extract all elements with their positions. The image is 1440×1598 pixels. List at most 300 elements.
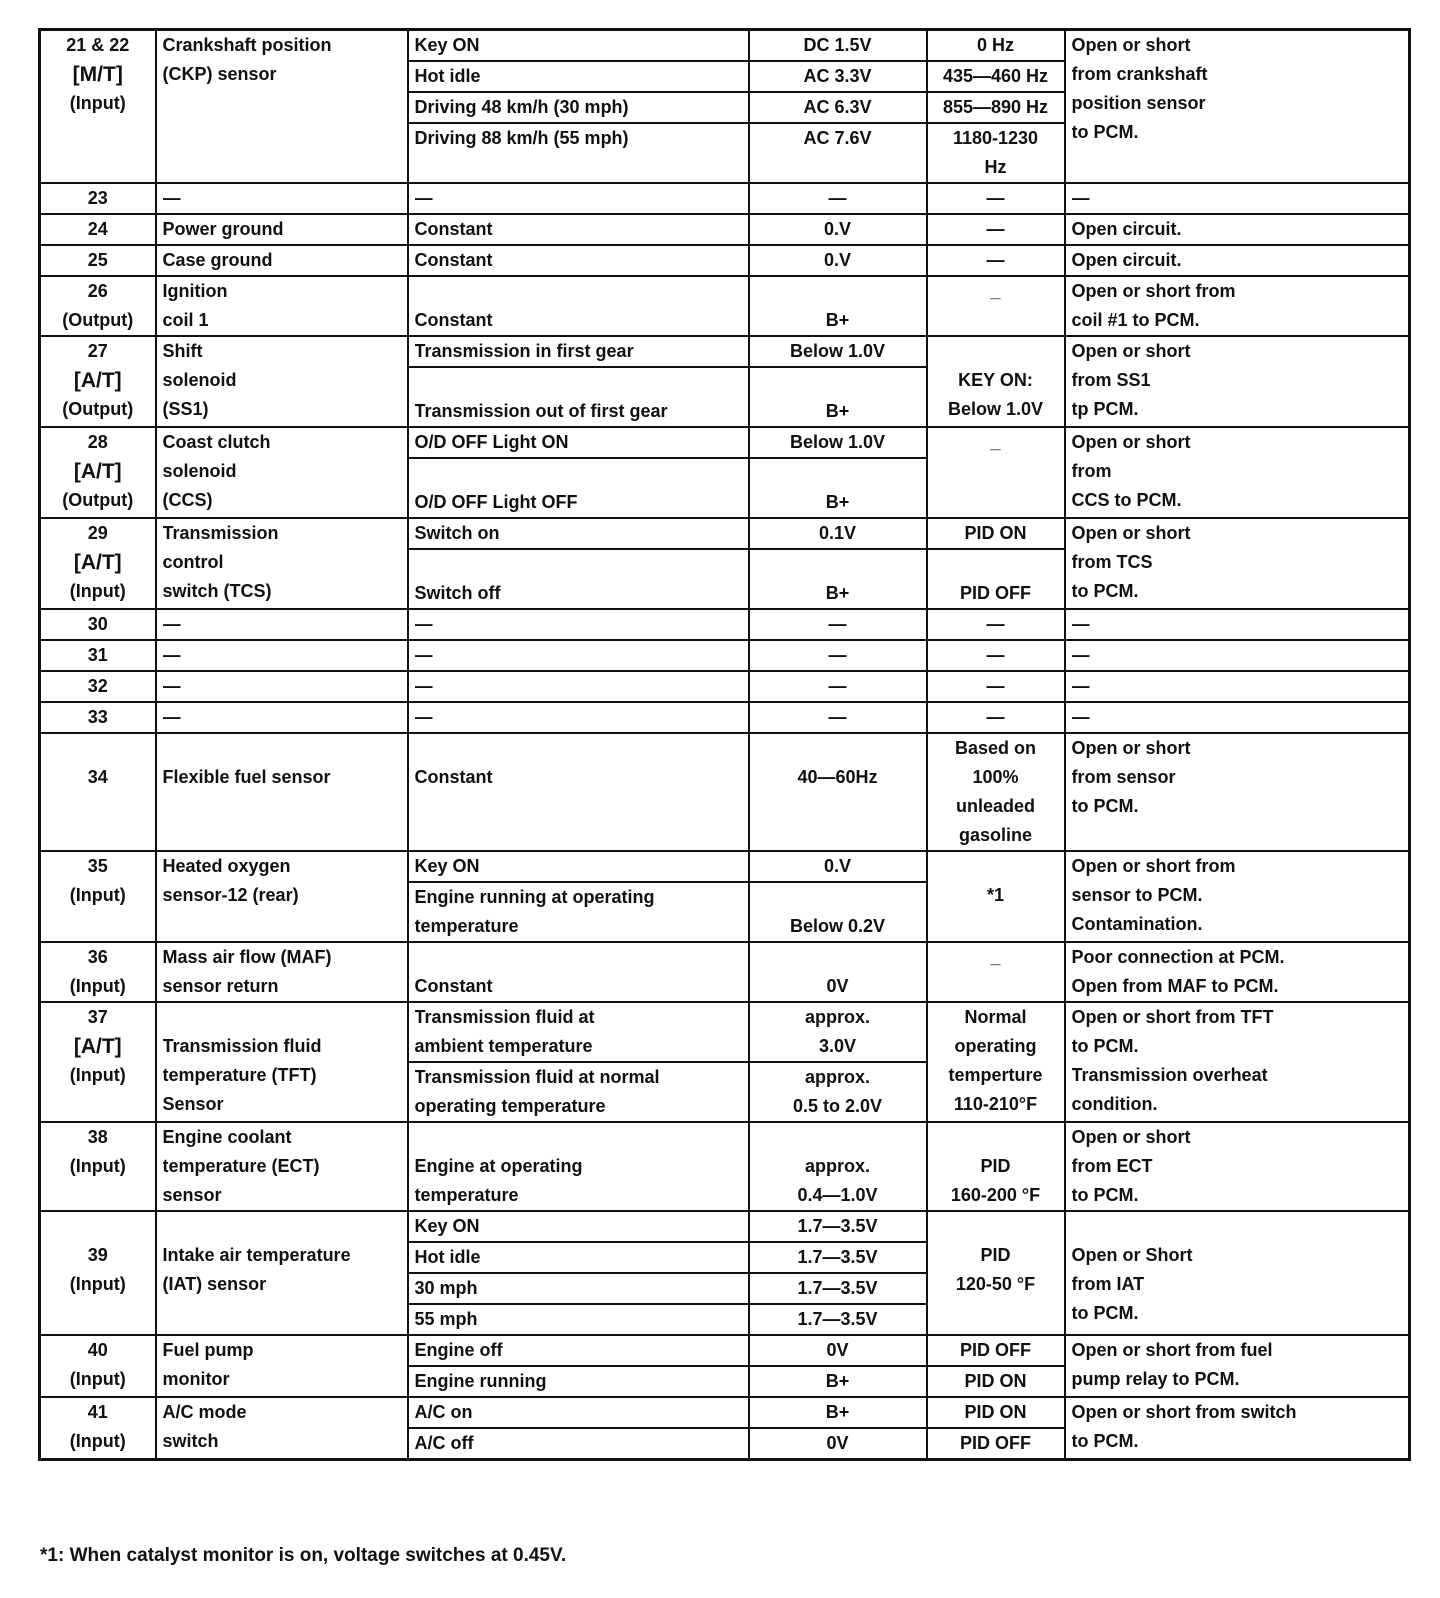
signal-cell	[749, 458, 927, 518]
pin-number-cell-line: 41	[87, 1402, 108, 1422]
pin-number-cell-line: (Input)	[69, 1156, 126, 1176]
frequency-cell-line: —	[986, 250, 1005, 270]
signal-cell	[749, 1273, 927, 1304]
signal-cell-line: 0.4—1.0V	[797, 1185, 878, 1205]
signal-cell	[749, 123, 927, 183]
circuit-cell-line: Sensor	[162, 1094, 224, 1114]
possible-cause-cell-line: Open or short from TFT	[1071, 1007, 1274, 1027]
signal-cell	[749, 640, 927, 671]
condition-cell	[408, 609, 749, 640]
circuit-cell	[156, 851, 408, 942]
possible-cause-cell	[1065, 427, 1410, 518]
possible-cause-cell	[1065, 276, 1410, 336]
frequency-cell	[927, 1335, 1065, 1366]
signal-cell-line: 0V	[826, 1340, 849, 1360]
circuit-cell-line: —	[162, 614, 181, 634]
circuit-cell-line: (IAT) sensor	[162, 1274, 267, 1294]
signal-cell	[749, 1122, 927, 1211]
possible-cause-cell-line: CCS to PCM.	[1071, 490, 1182, 510]
signal-cell-line: Below 1.0V	[789, 341, 886, 361]
frequency-cell-line: PID ON	[964, 1371, 1027, 1391]
signal-cell-line: 1.7—3.5V	[797, 1247, 878, 1267]
signal-cell-line: B+	[825, 492, 850, 512]
circuit-cell-line: Mass air flow (MAF)	[162, 947, 332, 967]
frequency-cell-line: —	[986, 614, 1005, 634]
condition-cell-line: —	[414, 614, 433, 634]
signal-cell-line: B+	[825, 401, 850, 421]
circuit-cell-line: Power ground	[162, 219, 284, 239]
circuit-cell-line: coil 1	[162, 310, 209, 330]
pin-number-cell	[40, 702, 156, 733]
circuit-cell	[156, 609, 408, 640]
signal-cell-line	[756, 883, 920, 912]
frequency-cell-line: 855—890 Hz	[942, 97, 1049, 117]
signal-cell	[749, 1397, 927, 1428]
possible-cause-cell-line: —	[1071, 188, 1090, 208]
pin-number-cell-line: 24	[87, 219, 108, 239]
frequency-cell-line: 160-200 °F	[950, 1185, 1041, 1205]
pin-number-cell-line: 28	[87, 432, 108, 452]
circuit-cell-line: (CCS)	[162, 490, 213, 510]
signal-cell-line: —	[828, 645, 847, 665]
condition-cell-line	[415, 734, 742, 763]
frequency-cell-line	[934, 852, 1058, 881]
condition-cell-line	[415, 550, 742, 579]
circuit-cell-line: —	[162, 707, 181, 727]
pin-number-cell-line: 36	[87, 947, 108, 967]
signal-cell	[749, 245, 927, 276]
circuit-cell	[156, 1122, 408, 1211]
circuit-cell	[156, 518, 408, 609]
condition-cell	[408, 671, 749, 702]
signal-cell	[749, 1366, 927, 1397]
circuit-cell-line: Crankshaft position	[162, 35, 332, 55]
pin-number-cell-line: [A/T]	[73, 1035, 122, 1058]
condition-cell-line: Transmission out of first gear	[414, 401, 668, 421]
pin-number-cell	[40, 851, 156, 942]
circuit-cell-line: sensor	[162, 1185, 222, 1205]
condition-cell-line	[415, 368, 742, 397]
condition-cell	[408, 640, 749, 671]
condition-cell	[408, 1242, 749, 1273]
signal-cell-line: 1.7—3.5V	[797, 1309, 878, 1329]
circuit-cell-line: monitor	[162, 1369, 230, 1389]
possible-cause-cell-line: to PCM.	[1071, 1036, 1139, 1056]
possible-cause-cell	[1065, 671, 1410, 702]
condition-cell	[408, 882, 749, 942]
condition-cell-line: Switch off	[414, 583, 501, 603]
signal-cell-line	[756, 1123, 920, 1152]
frequency-cell-line	[934, 550, 1058, 579]
table-body	[40, 30, 1410, 1460]
condition-cell	[408, 276, 749, 336]
possible-cause-cell	[1065, 609, 1410, 640]
possible-cause-cell-line: from IAT	[1071, 1274, 1145, 1294]
signal-cell-line: 0.V	[823, 250, 852, 270]
pin-number-cell-line: 21 & 22	[66, 35, 130, 55]
condition-cell-line: O/D OFF Light ON	[414, 432, 569, 452]
pcm-pin-table-container	[38, 28, 1408, 1461]
circuit-cell-line: —	[162, 188, 181, 208]
frequency-cell-line: PID OFF	[960, 583, 1031, 603]
table-row	[40, 1397, 1410, 1428]
pin-number-cell-line: (Input)	[69, 1431, 126, 1451]
possible-cause-cell-line: Contamination.	[1071, 914, 1203, 934]
condition-cell	[408, 1122, 749, 1211]
frequency-cell	[927, 123, 1065, 183]
pin-number-cell-line: 34	[87, 767, 108, 787]
pin-number-cell-line: (Output)	[62, 399, 134, 419]
frequency-cell	[927, 518, 1065, 549]
circuit-cell-line: solenoid	[162, 370, 237, 390]
pin-number-cell-line: (Output)	[62, 310, 134, 330]
circuit-cell-line: Shift	[162, 341, 203, 361]
condition-cell	[408, 458, 749, 518]
possible-cause-cell-line: —	[1071, 645, 1090, 665]
signal-cell-line: approx.	[804, 1156, 870, 1176]
condition-cell-line: Constant	[414, 976, 493, 996]
circuit-cell-line: —	[162, 676, 181, 696]
circuit-cell-line: control	[162, 552, 224, 572]
possible-cause-cell-line: to PCM.	[1071, 1303, 1139, 1323]
signal-cell	[749, 882, 927, 942]
circuit-cell-line: switch (TCS)	[162, 581, 272, 601]
circuit-cell-line	[163, 734, 401, 763]
condition-cell	[408, 518, 749, 549]
frequency-cell-line	[934, 337, 1058, 366]
possible-cause-cell-line: from	[1071, 461, 1112, 481]
condition-cell-line: O/D OFF Light OFF	[414, 492, 578, 512]
possible-cause-cell	[1065, 702, 1410, 733]
circuit-cell-line: —	[162, 645, 181, 665]
signal-cell-line: —	[828, 188, 847, 208]
possible-cause-cell-line: to PCM.	[1071, 796, 1139, 816]
condition-cell-line	[415, 1123, 742, 1152]
condition-cell-line: temperature	[414, 1185, 519, 1205]
condition-cell-line: Constant	[414, 310, 493, 330]
condition-cell-line: temperature	[414, 916, 519, 936]
pin-number-cell-line: (Input)	[69, 1369, 126, 1389]
signal-cell	[749, 276, 927, 336]
possible-cause-cell-line: tp PCM.	[1071, 399, 1139, 419]
possible-cause-cell	[1065, 336, 1410, 427]
signal-cell-line: —	[828, 614, 847, 634]
circuit-cell	[156, 245, 408, 276]
possible-cause-cell-line: Open or short	[1071, 341, 1191, 361]
frequency-cell	[927, 427, 1065, 518]
signal-cell-line: B+	[825, 1402, 850, 1422]
frequency-cell	[927, 733, 1065, 851]
frequency-cell	[927, 851, 1065, 942]
circuit-cell-line: Transmission	[162, 523, 279, 543]
frequency-cell-line: *1	[986, 885, 1004, 905]
circuit-cell-line: temperature (TFT)	[162, 1065, 317, 1085]
frequency-cell-line: 435—460 Hz	[942, 66, 1049, 86]
frequency-cell	[927, 549, 1065, 609]
circuit-cell	[156, 1397, 408, 1460]
table-row	[40, 942, 1410, 1002]
pin-number-cell-line: 25	[87, 250, 108, 270]
frequency-cell	[927, 336, 1065, 427]
pin-number-cell	[40, 942, 156, 1002]
circuit-cell-line: Transmission fluid	[162, 1036, 322, 1056]
condition-cell-line: Engine off	[414, 1340, 503, 1360]
frequency-cell-line: KEY ON:	[958, 370, 1033, 390]
condition-cell-line: Engine running at operating	[414, 887, 655, 907]
frequency-cell-line: —	[986, 188, 1005, 208]
possible-cause-cell-line: —	[1071, 614, 1090, 634]
condition-cell-line: 55 mph	[414, 1309, 478, 1329]
signal-cell	[749, 92, 927, 123]
possible-cause-cell	[1065, 1397, 1410, 1460]
frequency-cell	[927, 609, 1065, 640]
condition-cell-line	[415, 459, 742, 488]
condition-cell-line: —	[414, 707, 433, 727]
frequency-cell	[927, 245, 1065, 276]
condition-cell-line	[415, 277, 742, 306]
condition-cell-line: Transmission in first gear	[414, 341, 634, 361]
signal-cell-line: Below 0.2V	[789, 916, 886, 936]
signal-cell-line: AC 3.3V	[803, 66, 872, 86]
signal-cell	[749, 733, 927, 851]
signal-cell-line	[756, 459, 920, 488]
circuit-cell-line: Heated oxygen	[162, 856, 291, 876]
condition-cell-line: Key ON	[414, 1216, 480, 1236]
signal-cell	[749, 1242, 927, 1273]
circuit-cell	[156, 942, 408, 1002]
condition-cell	[408, 1397, 749, 1428]
frequency-cell	[927, 1428, 1065, 1460]
table-row	[40, 609, 1410, 640]
pin-number-cell	[40, 336, 156, 427]
condition-cell-line: Constant	[414, 767, 493, 787]
circuit-cell	[156, 733, 408, 851]
condition-cell	[408, 30, 749, 62]
pin-number-cell-line: 40	[87, 1340, 108, 1360]
circuit-cell-line: solenoid	[162, 461, 237, 481]
signal-cell-line: 0V	[826, 1433, 849, 1453]
condition-cell	[408, 1304, 749, 1335]
signal-cell-line: approx.	[804, 1067, 870, 1087]
circuit-cell-line: Intake air temperature	[162, 1245, 351, 1265]
frequency-cell-line: —	[986, 676, 1005, 696]
possible-cause-cell-line: Open or short	[1071, 523, 1191, 543]
pin-number-cell-line: (Input)	[69, 1274, 126, 1294]
frequency-cell-line: gasoline	[958, 825, 1033, 845]
possible-cause-cell-line: —	[1071, 707, 1090, 727]
pin-number-cell	[40, 518, 156, 609]
possible-cause-cell	[1065, 640, 1410, 671]
table-row	[40, 702, 1410, 733]
condition-cell-line: Driving 48 km/h (30 mph)	[414, 97, 629, 117]
circuit-cell	[156, 427, 408, 518]
table-row	[40, 518, 1410, 549]
frequency-cell	[927, 702, 1065, 733]
frequency-cell-line: Based on	[954, 738, 1037, 758]
signal-cell-line	[756, 943, 920, 972]
circuit-cell-line: Fuel pump	[162, 1340, 254, 1360]
pin-number-cell-line: [A/T]	[73, 369, 122, 392]
table-row	[40, 276, 1410, 336]
condition-cell-line: A/C on	[414, 1402, 473, 1422]
frequency-cell-line: PID ON	[964, 1402, 1027, 1422]
condition-cell	[408, 92, 749, 123]
signal-cell-line: 3.0V	[818, 1036, 857, 1056]
signal-cell-line: Below 1.0V	[789, 432, 886, 452]
possible-cause-cell-line: from crankshaft	[1071, 64, 1208, 84]
condition-cell-line: Constant	[414, 219, 493, 239]
pin-number-cell	[40, 1335, 156, 1397]
circuit-cell	[156, 214, 408, 245]
frequency-cell	[927, 1002, 1065, 1122]
possible-cause-cell-line: Open or short	[1071, 738, 1191, 758]
condition-cell	[408, 1366, 749, 1397]
frequency-cell	[927, 276, 1065, 336]
possible-cause-cell-line: to PCM.	[1071, 122, 1139, 142]
signal-cell	[749, 518, 927, 549]
possible-cause-cell-line: Open or short from	[1071, 856, 1236, 876]
possible-cause-cell	[1065, 1122, 1410, 1211]
possible-cause-cell	[1065, 518, 1410, 609]
frequency-cell-line: Below 1.0V	[947, 399, 1044, 419]
possible-cause-cell-line: from SS1	[1071, 370, 1151, 390]
possible-cause-cell-line: pump relay to PCM.	[1071, 1369, 1240, 1389]
condition-cell-line: Hot idle	[414, 1247, 481, 1267]
frequency-cell-line: unleaded	[955, 796, 1035, 816]
frequency-cell-line: PID OFF	[960, 1433, 1031, 1453]
possible-cause-cell	[1065, 733, 1410, 851]
pin-number-cell	[40, 427, 156, 518]
condition-cell	[408, 1335, 749, 1366]
possible-cause-cell-line: to PCM.	[1071, 1185, 1139, 1205]
condition-cell	[408, 1273, 749, 1304]
possible-cause-cell-line	[1072, 1212, 1403, 1241]
signal-cell	[749, 942, 927, 1002]
condition-cell-line: 30 mph	[414, 1278, 478, 1298]
condition-cell	[408, 245, 749, 276]
frequency-cell-line: 0 Hz	[976, 35, 1014, 55]
pin-number-cell-line: (Input)	[69, 581, 126, 601]
condition-cell	[408, 214, 749, 245]
circuit-cell	[156, 30, 408, 184]
condition-cell	[408, 942, 749, 1002]
condition-cell	[408, 183, 749, 214]
pin-number-cell-line: (Input)	[69, 885, 126, 905]
circuit-cell-line: sensor-12 (rear)	[162, 885, 299, 905]
table-row	[40, 1335, 1410, 1366]
table-row	[40, 245, 1410, 276]
signal-cell-line: 1.7—3.5V	[797, 1278, 878, 1298]
signal-cell-line: 0.1V	[818, 523, 857, 543]
pin-number-cell	[40, 30, 156, 184]
signal-cell	[749, 183, 927, 214]
signal-cell	[749, 1211, 927, 1242]
frequency-cell	[927, 1211, 1065, 1335]
circuit-cell-line: Flexible fuel sensor	[162, 767, 331, 787]
table-row	[40, 1211, 1410, 1242]
table-row	[40, 336, 1410, 367]
pin-number-cell-line: [A/T]	[73, 551, 122, 574]
signal-cell-line: B+	[825, 1371, 850, 1391]
signal-cell-line: 40—60Hz	[797, 767, 878, 787]
condition-cell-line: Switch on	[414, 523, 500, 543]
frequency-cell-line: PID ON	[964, 523, 1027, 543]
possible-cause-cell	[1065, 245, 1410, 276]
signal-cell	[749, 427, 927, 458]
frequency-cell-line: —	[986, 645, 1005, 665]
pin-number-cell-line: 31	[87, 645, 108, 665]
condition-cell	[408, 336, 749, 367]
condition-cell-line: operating temperature	[414, 1096, 606, 1116]
possible-cause-cell-line: condition.	[1071, 1094, 1158, 1114]
possible-cause-cell-line: coil #1 to PCM.	[1071, 310, 1200, 330]
pin-number-cell	[40, 1211, 156, 1335]
circuit-cell-line: (SS1)	[162, 399, 209, 419]
frequency-cell-line: _	[990, 432, 1001, 452]
signal-cell	[749, 1428, 927, 1460]
signal-cell-line: 0V	[826, 976, 849, 996]
signal-cell-line: —	[828, 707, 847, 727]
pin-number-cell-line	[47, 734, 149, 763]
footnote: *1: When catalyst monitor is on, voltage switches at 0.45V.	[40, 1545, 567, 1566]
signal-cell-line: 1.7—3.5V	[797, 1216, 878, 1236]
pin-number-cell	[40, 245, 156, 276]
pin-number-cell-line: (Input)	[69, 1065, 126, 1085]
possible-cause-cell-line: to PCM.	[1071, 581, 1139, 601]
frequency-cell	[927, 640, 1065, 671]
pin-number-cell	[40, 276, 156, 336]
possible-cause-cell-line: from sensor	[1071, 767, 1176, 787]
possible-cause-cell	[1065, 851, 1410, 942]
signal-cell	[749, 609, 927, 640]
frequency-cell	[927, 92, 1065, 123]
possible-cause-cell-line: Open from MAF to PCM.	[1071, 976, 1279, 996]
pin-number-cell-line: 35	[87, 856, 108, 876]
frequency-cell	[927, 214, 1065, 245]
circuit-cell	[156, 640, 408, 671]
condition-cell-line: Key ON	[414, 35, 480, 55]
table-row	[40, 1122, 1410, 1211]
frequency-cell-line	[934, 1123, 1058, 1152]
pin-number-cell-line: 39	[87, 1245, 108, 1265]
table-row	[40, 427, 1410, 458]
pin-number-cell-line: (Output)	[62, 490, 134, 510]
circuit-cell-line: Engine coolant	[162, 1127, 292, 1147]
circuit-cell	[156, 702, 408, 733]
signal-cell-line: 0.V	[823, 856, 852, 876]
signal-cell	[749, 30, 927, 62]
table-row	[40, 640, 1410, 671]
possible-cause-cell	[1065, 1335, 1410, 1397]
frequency-cell-line: _	[990, 947, 1001, 967]
circuit-cell-line: A/C mode	[162, 1402, 247, 1422]
pin-number-cell-line: 32	[87, 676, 108, 696]
possible-cause-cell-line: Open or short from	[1071, 281, 1236, 301]
pcm-pin-table	[38, 28, 1411, 1461]
pin-number-cell-line: 30	[87, 614, 108, 634]
frequency-cell-line: Normal	[964, 1007, 1027, 1027]
possible-cause-cell-line: Transmission overheat	[1071, 1065, 1268, 1085]
pin-number-cell-line: [M/T]	[72, 63, 123, 86]
pin-number-cell	[40, 640, 156, 671]
possible-cause-cell	[1065, 30, 1410, 184]
signal-cell-line: approx.	[804, 1007, 870, 1027]
circuit-cell-line: Case ground	[162, 250, 273, 270]
condition-cell-line: ambient temperature	[414, 1036, 593, 1056]
condition-cell-line: Engine running	[414, 1371, 547, 1391]
signal-cell	[749, 1062, 927, 1122]
condition-cell-line: —	[414, 645, 433, 665]
